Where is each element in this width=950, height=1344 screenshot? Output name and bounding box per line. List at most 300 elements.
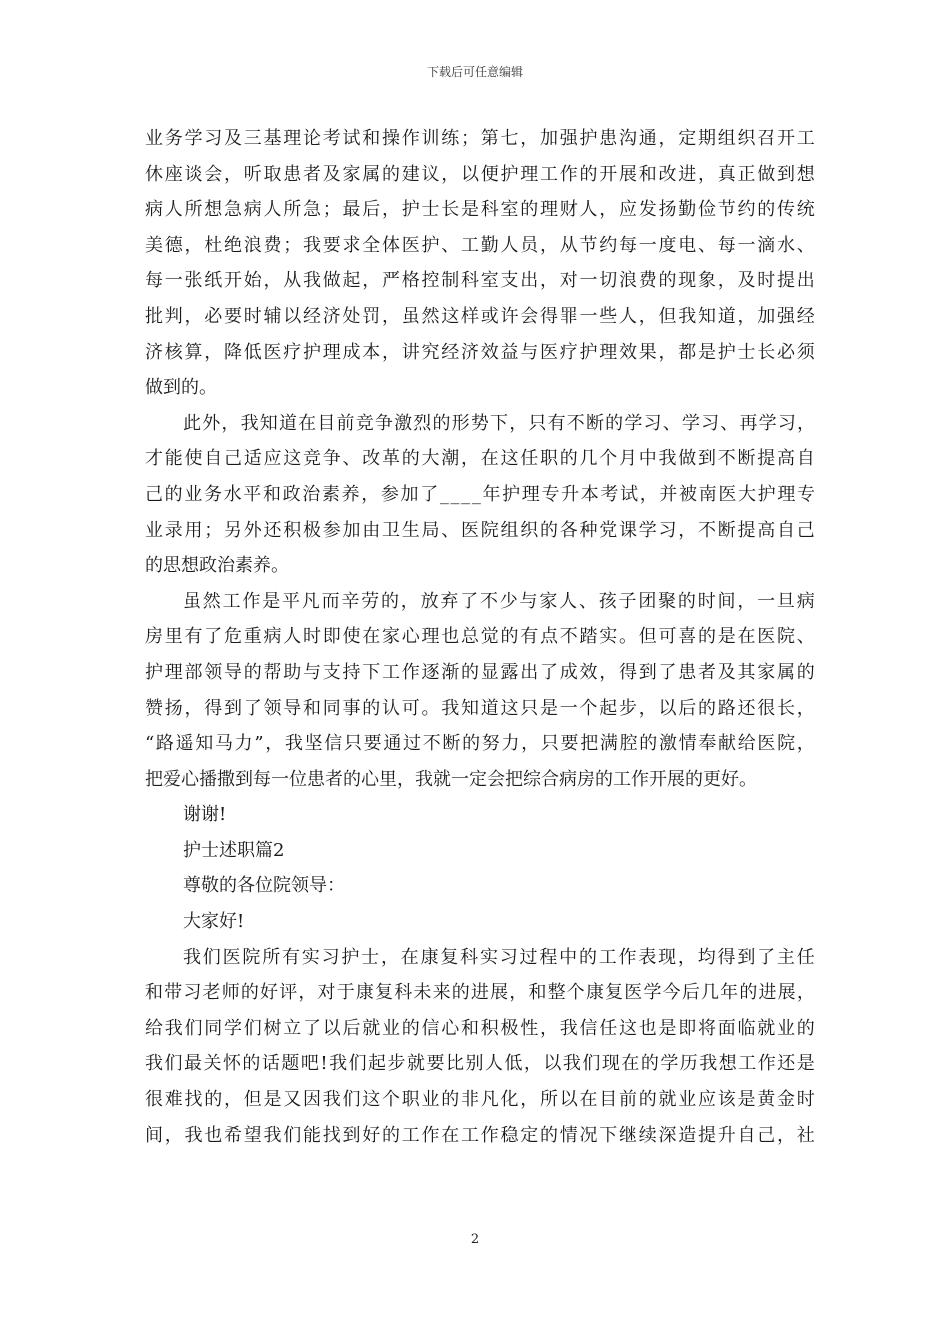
text-line (145, 121, 815, 157)
text-char: 信 (579, 1017, 598, 1039)
text-char: 我 (699, 1053, 718, 1075)
text-line (145, 1011, 815, 1047)
text-char: 未 (413, 982, 432, 1004)
text-char: 时 (757, 270, 776, 292)
text-char: 及 (737, 270, 756, 292)
text-char: ， (717, 270, 736, 292)
text-char: ， (658, 341, 677, 363)
text-char: 讲 (401, 341, 420, 363)
text-char: 一 (638, 234, 657, 256)
text-char: 作 (480, 1124, 499, 1146)
text-char: 历 (679, 1053, 698, 1075)
text-char: 们 (342, 1089, 361, 1111)
text-char: 步 (619, 697, 637, 719)
text-char: 医 (718, 483, 737, 505)
text-char: 果 (638, 341, 657, 363)
text-char: 家 (382, 626, 400, 648)
text-char: 了 (243, 697, 262, 719)
text-char: 应 (263, 448, 282, 470)
text-char: 座 (164, 163, 183, 185)
text-char: 、 (796, 234, 815, 256)
text-char: 在 (400, 946, 419, 968)
text-char: 升 (561, 483, 580, 505)
text-char: 并 (659, 483, 678, 505)
text-char: 或 (480, 305, 499, 327)
text-char: 的 (380, 590, 399, 612)
text-char: 表 (638, 946, 657, 968)
text-char: 的 (640, 1053, 659, 1075)
text-char: 的 (579, 163, 598, 185)
text-char: _ (439, 483, 449, 505)
text-char: 卫 (382, 519, 400, 541)
text-char: ， (184, 305, 203, 327)
text-char: 长 (441, 199, 460, 221)
text-char: 工 (540, 163, 558, 185)
text-char: 制 (441, 270, 460, 292)
text-char: 我 (164, 1017, 183, 1039)
text-char: 强 (777, 305, 795, 327)
text-char: 护 (303, 341, 321, 363)
text-char: 成 (559, 661, 578, 683)
text-char: ， (677, 946, 696, 968)
text-char: 扬 (164, 697, 183, 719)
text-char: 使 (184, 448, 203, 470)
text-char: 间 (145, 1124, 163, 1146)
text-char: 习 (183, 982, 202, 1004)
text-char: 复 (440, 946, 459, 968)
text-char: 不 (698, 519, 716, 541)
text-char: 理 (521, 483, 540, 505)
text-char: 济 (322, 305, 341, 327)
text-char: 以 (559, 1089, 578, 1111)
text-char: 了 (540, 661, 558, 683)
text-char: ， (382, 305, 400, 327)
text-char: 弃 (440, 590, 459, 612)
text-char: 实 (301, 946, 320, 968)
text-line: 的思想政治素养。 (145, 555, 289, 577)
text-char: 知 (461, 697, 479, 719)
text-char: 工 (738, 1053, 757, 1075)
text-char: 给 (737, 733, 756, 755)
text-char: ， (298, 982, 317, 1004)
text-char: 都 (678, 341, 697, 363)
text-char: 还 (737, 697, 756, 719)
text-char: 养 (341, 483, 360, 505)
text-char: ， (523, 1053, 542, 1075)
text-char: 己 (757, 1124, 776, 1146)
text-char: 须 (796, 341, 815, 363)
text-char: 疗 (559, 341, 578, 363)
text-char: 腔 (619, 733, 638, 755)
text-char: 绝 (224, 234, 242, 256)
text-char: 放 (420, 590, 439, 612)
text-char: 护 (145, 661, 163, 683)
text-char: 真 (717, 163, 736, 185)
text-char: 加 (540, 128, 558, 149)
text-char: 护 (717, 341, 736, 363)
text-char: 护 (421, 234, 440, 256)
text-char: ， (362, 270, 381, 292)
text-char: 时 (243, 305, 262, 327)
text-char: 也 (441, 626, 460, 648)
text-char: 我 (184, 1124, 203, 1146)
text-char: 临 (737, 1017, 756, 1039)
text-char: 心 (441, 1017, 460, 1039)
text-char: 效 (480, 341, 499, 363)
text-line (145, 477, 815, 513)
text-char: 奉 (698, 733, 717, 755)
text-char: ， (658, 128, 677, 149)
text-char: 几 (700, 982, 719, 1004)
text-char: 士 (737, 341, 756, 363)
text-char: 这 (619, 1017, 637, 1039)
text-char: 降 (224, 341, 242, 363)
text-char: 找 (184, 1089, 203, 1111)
text-line (145, 335, 815, 371)
text-char: 我 (559, 1017, 578, 1039)
text-char: 作 (242, 590, 261, 612)
text-char: 认 (382, 697, 400, 719)
text-char: 的 (242, 1053, 261, 1075)
text-char: 了 (303, 1017, 321, 1039)
greeting: 大家好! (183, 911, 245, 933)
text-char: 会 (520, 305, 539, 327)
text-char: 一 (579, 270, 598, 292)
text-line (145, 1082, 815, 1118)
text-char: 学 (224, 1017, 242, 1039)
text-char: 格 (401, 270, 420, 292)
text-char: 进 (470, 982, 489, 1004)
text-char: 织 (520, 519, 539, 541)
text-char: 的 (698, 626, 716, 648)
text-char: 社 (796, 1124, 815, 1146)
text-char: 间 (717, 590, 736, 612)
text-char: ， (638, 305, 657, 327)
text-char: ， (184, 697, 203, 719)
text-char: 再 (739, 412, 758, 434)
text-char: 护 (500, 163, 519, 185)
text-char: 能 (303, 1124, 321, 1146)
text-char: 少 (499, 590, 518, 612)
text-char: 出 (796, 270, 815, 292)
text-char: 才 (145, 448, 163, 470)
text-char: 科 (460, 946, 479, 968)
text-char: 最 (342, 199, 361, 221)
text-char: 到 (777, 163, 795, 185)
text-char: 团 (638, 590, 657, 612)
text-char: ， (361, 483, 380, 505)
text-char: 此 (183, 412, 201, 434)
text-char: 应 (698, 1089, 716, 1111)
text-char: 专 (541, 483, 560, 505)
text-char: 觉 (480, 626, 499, 648)
text-char: 患 (599, 128, 618, 149)
text-char: 加 (342, 519, 361, 541)
text-char: 及 (717, 661, 736, 683)
text-char: 是 (262, 590, 281, 612)
text-char: 急 (224, 199, 242, 221)
text-char: 些 (599, 305, 618, 327)
text-char: 的 (739, 982, 758, 1004)
text-char: 种 (579, 519, 598, 541)
text-char: 好 (260, 982, 279, 1004)
document-body (145, 121, 815, 1153)
text-char: 己 (796, 519, 815, 541)
text-char: 第 (480, 128, 499, 149)
text-char: 现 (601, 1053, 620, 1075)
text-char: 要 (560, 733, 579, 755)
text-char: 起 (342, 270, 361, 292)
text-char: 们 (283, 1124, 302, 1146)
text-char: 七 (500, 128, 519, 149)
text-char: 求 (342, 234, 361, 256)
text-char: 中 (638, 448, 657, 470)
text-char: 现 (678, 270, 697, 292)
text-char: 很 (757, 697, 776, 719)
text-char: 的 (520, 199, 539, 221)
text-char: 同 (204, 1017, 223, 1039)
text-char: 高 (757, 519, 776, 541)
text-char: 医 (757, 733, 776, 755)
text-char: 积 (480, 1017, 499, 1039)
text-char: 的 (638, 1089, 657, 1111)
text-char: ， (521, 733, 540, 755)
text-char: ； (204, 519, 223, 541)
text-char: 医 (757, 626, 776, 648)
text-char: ， (599, 661, 618, 683)
text-char: ； (283, 234, 302, 256)
text-char: 开 (599, 163, 618, 185)
text-char: 病 (243, 199, 262, 221)
text-char: 我 (329, 1053, 348, 1075)
text-char: 危 (224, 626, 242, 648)
text-char: 也 (204, 1124, 223, 1146)
text-char: 竞 (303, 448, 321, 470)
text-char: 经 (796, 305, 815, 327)
paragraph-first-line (145, 406, 815, 442)
text-char: 医 (222, 946, 241, 968)
text-char: 过 (403, 733, 422, 755)
text-char: 又 (283, 1089, 302, 1111)
text-char: 还 (777, 1053, 796, 1075)
text-char: 谈 (184, 163, 203, 185)
text-char: ， (540, 234, 558, 256)
text-char: 重 (243, 626, 262, 648)
text-char: 本 (362, 341, 381, 363)
text-char: 有 (281, 946, 300, 968)
text-char: 作 (421, 1124, 440, 1146)
text-char: 、 (662, 412, 681, 434)
text-char: 我 (284, 733, 303, 755)
text-line (145, 975, 815, 1011)
text-char: 病 (145, 199, 163, 221)
text-char: 把 (580, 733, 599, 755)
text-char: 到 (737, 946, 756, 968)
text-char: 于 (336, 982, 355, 1004)
text-char: 我 (183, 946, 201, 968)
text-char: 和 (461, 1017, 479, 1039)
text-char: 持 (342, 661, 361, 683)
text-char: 我 (322, 1089, 341, 1111)
text-char: 师 (221, 982, 240, 1004)
text-char: 学 (681, 412, 700, 434)
text-line (145, 299, 815, 335)
text-char: 作 (401, 128, 420, 149)
text-char: 的 (164, 483, 183, 505)
text-char: 基 (263, 128, 282, 149)
text-char: 踏 (579, 626, 598, 648)
paragraph-first-line (145, 940, 815, 976)
text-char: 马 (214, 733, 233, 755)
text-char: _ (461, 483, 471, 505)
text-char: 辅 (263, 305, 282, 327)
text-char: 科 (480, 199, 499, 221)
text-char: 罪 (559, 305, 578, 327)
text-char: 升 (717, 1124, 736, 1146)
text-char: 过 (519, 946, 538, 968)
text-char: 和 (303, 697, 321, 719)
text-char: 理 (164, 661, 183, 683)
text-char: 到 (224, 697, 242, 719)
text-char: 个 (599, 448, 618, 470)
text-char: 我 (263, 1124, 282, 1146)
text-char: ， (540, 270, 558, 292)
text-char: 事 (342, 697, 361, 719)
text-char: 后 (362, 199, 381, 221)
text-char: 严 (382, 270, 400, 292)
text-char: 做 (757, 163, 776, 185)
text-char: 化 (500, 1089, 519, 1111)
text-char: ， (441, 163, 460, 185)
text-line (145, 513, 815, 549)
text-char: 还 (263, 519, 282, 541)
text-char: 的 (757, 199, 776, 221)
text-char: 康 (420, 946, 439, 968)
text-char: 全 (362, 234, 381, 256)
text-char: 虽 (183, 590, 201, 612)
text-char: 是 (796, 1053, 815, 1075)
text-char: 工 (222, 590, 241, 612)
text-char: 高 (777, 448, 795, 470)
text-char: 每 (717, 234, 736, 256)
text-char: 病 (796, 590, 815, 612)
text-char: 下 (490, 412, 508, 434)
text-char: ， (382, 341, 400, 363)
text-line (145, 192, 815, 228)
text-char: 从 (559, 234, 578, 256)
text-char: 该 (717, 1089, 736, 1111)
text-char: 理 (777, 483, 796, 505)
text-char: _ (471, 483, 481, 505)
text-char: 以 (543, 1053, 562, 1075)
paragraph-first-line (145, 584, 815, 620)
text-char: 必 (204, 305, 223, 327)
text-char: 的 (605, 412, 624, 434)
text-char: 今 (662, 982, 681, 1004)
text-char: 科 (461, 270, 479, 292)
text-char: 浪 (243, 234, 262, 256)
text-char: 取 (263, 163, 282, 185)
text-char: 护 (502, 483, 521, 505)
text-char: 一 (559, 697, 578, 719)
text-char: 人 (500, 234, 519, 256)
text-char: 烈 (413, 412, 432, 434)
text-char: 会 (204, 163, 223, 185)
text-char: 各 (559, 519, 578, 541)
text-char: 辛 (341, 590, 360, 612)
text-char: 只 (520, 697, 539, 719)
text-char: 己 (145, 483, 163, 505)
text-char: 理 (540, 199, 558, 221)
text-char: 年 (482, 483, 501, 505)
text-char: 我 (303, 270, 321, 292)
text-char: 我 (303, 234, 321, 256)
text-char: 导 (224, 661, 242, 683)
text-char: 理 (421, 626, 440, 648)
text-char: 俭 (698, 199, 716, 221)
text-char: 孩 (598, 590, 617, 612)
text-char: 生 (401, 519, 420, 541)
text-char: ， (509, 982, 528, 1004)
text-char: 是 (717, 626, 736, 648)
text-char: 革 (382, 448, 400, 470)
text-char: 的 (559, 448, 578, 470)
text-char: 前 (336, 412, 355, 434)
text-char: 后 (342, 1017, 361, 1039)
text-char: 业 (145, 519, 163, 541)
text-char: 人 (263, 199, 282, 221)
text-char: ， (224, 1089, 242, 1111)
text-char: 通 (383, 733, 402, 755)
text-char: 所 (184, 199, 203, 221)
text-char: 满 (599, 733, 618, 755)
text-char: 由 (362, 519, 381, 541)
text-char: 深 (658, 1124, 677, 1146)
text-char: 滴 (757, 234, 776, 256)
text-char: ， (540, 1017, 558, 1039)
text-char: 子 (618, 590, 637, 612)
text-char: 力 (234, 733, 253, 755)
text-char: 批 (145, 305, 163, 327)
text-char: 节 (717, 199, 736, 221)
text-char: 凡 (480, 1089, 499, 1111)
text-char: ， (184, 234, 203, 256)
text-char: 献 (718, 733, 737, 755)
text-char: 业 (382, 1017, 400, 1039)
text-char: _ (450, 483, 460, 505)
text-char: 的 (401, 448, 420, 470)
text-char: 复 (375, 982, 394, 1004)
text-char: 的 (796, 1017, 815, 1039)
text-char: ， (737, 590, 756, 612)
text-line (145, 228, 815, 264)
text-char: ， (461, 448, 479, 470)
text-char: 一 (579, 305, 598, 327)
text-char: 步 (387, 1053, 406, 1075)
text-char: 组 (717, 128, 736, 149)
text-char: 学 (624, 412, 643, 434)
text-char: 工 (598, 946, 617, 968)
text-char: 务 (203, 483, 222, 505)
text-char: 护 (579, 341, 598, 363)
text-char: 在 (621, 1053, 640, 1075)
text-char: 是 (658, 1017, 677, 1039)
text-char: 是 (540, 697, 558, 719)
text-char: 时 (697, 590, 716, 612)
text-char: 沟 (619, 128, 637, 149)
text-char: 康 (355, 982, 374, 1004)
text-char: 时 (303, 626, 321, 648)
